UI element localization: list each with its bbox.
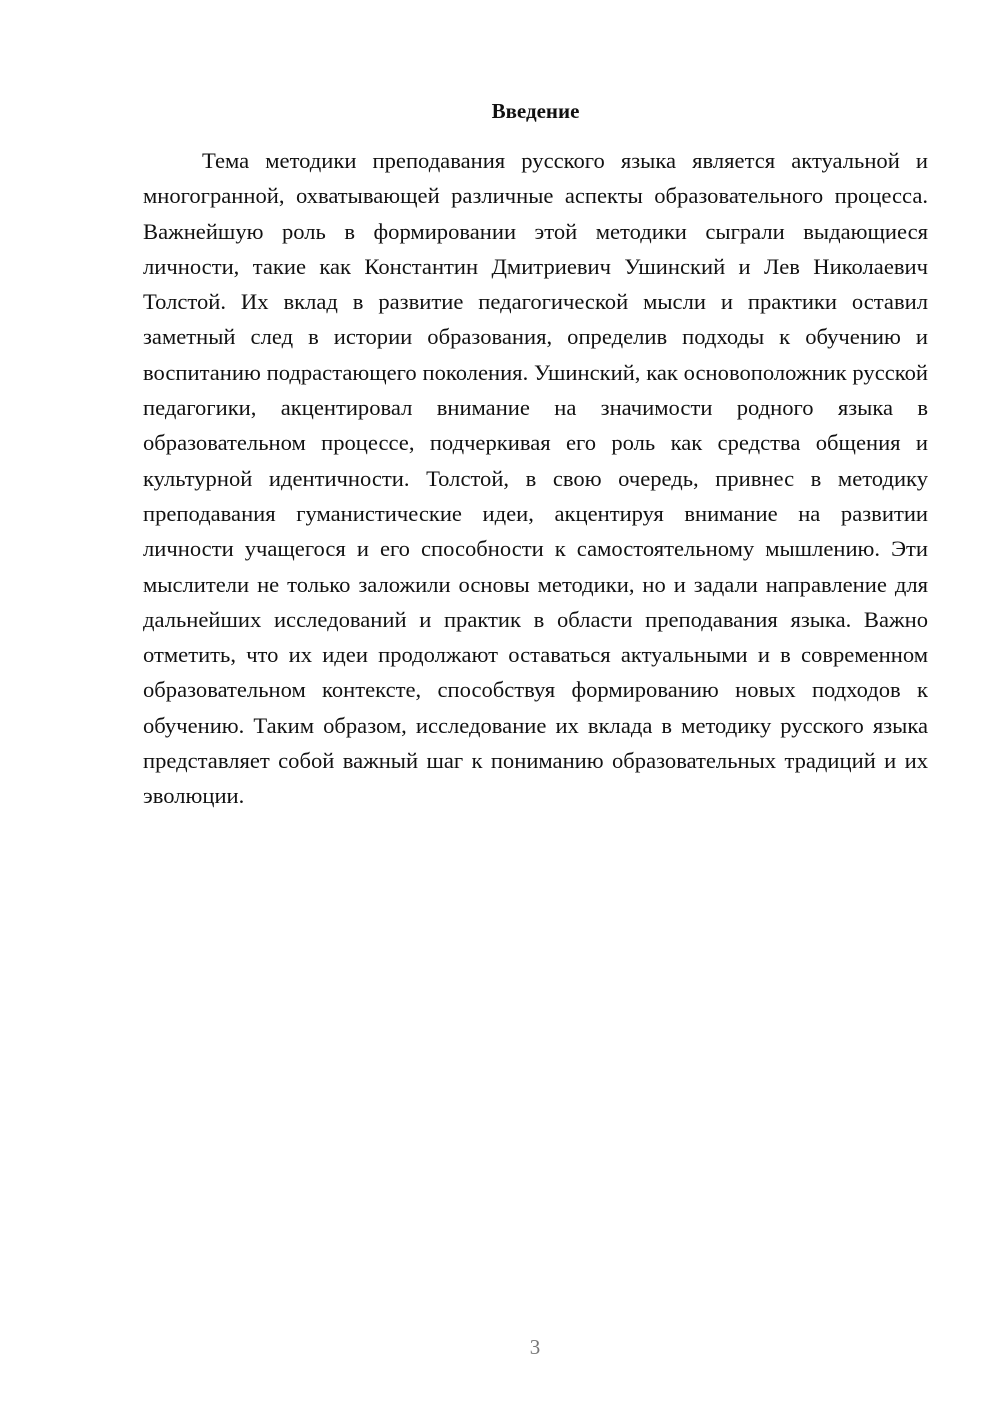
page-number: 3 — [529, 1335, 541, 1359]
body-paragraph: Тема методики преподавания русского языка является актуальной и многогранной, охватывающей различные аспекты образовательного процесса. Важнейшую роль в формировании этой методики сыграли выдающиеся личности, такие как Константин Дмитриевич Ушинский и Лев Николаевич Толстой. Их вклад в развитие педагогической мысли и практики оставил заметный след в истории образования, определив подходы к обучению и воспитанию подрастающего поколения. Ушинский, как основоположник русской педагогики, акцентировал внимание на значимости родного языка в образовательном процессе, подчеркивая его роль как средства общения и культурной идентичности. Толстой, в свою очередь, привнес в методику преподавания гуманистические идеи, акцентируя внимание на развитии личности учащегося и его способности к самостоятельному мышлению. Эти мыслители не только заложили основы методики, но и задали направление для дальнейших исследований и практик в области преподавания языка. Важно отметить, что их идеи продолжают оставаться актуальными и в современном образовательном контексте, способствуя формированию новых подходов к обучению. Таким образом, исследование их вклада в методику русского языка представляет собой важный шаг к пониманию образовательных традиций и их эволюции. — [143, 148, 928, 809]
section-heading: Введение — [491, 99, 580, 123]
